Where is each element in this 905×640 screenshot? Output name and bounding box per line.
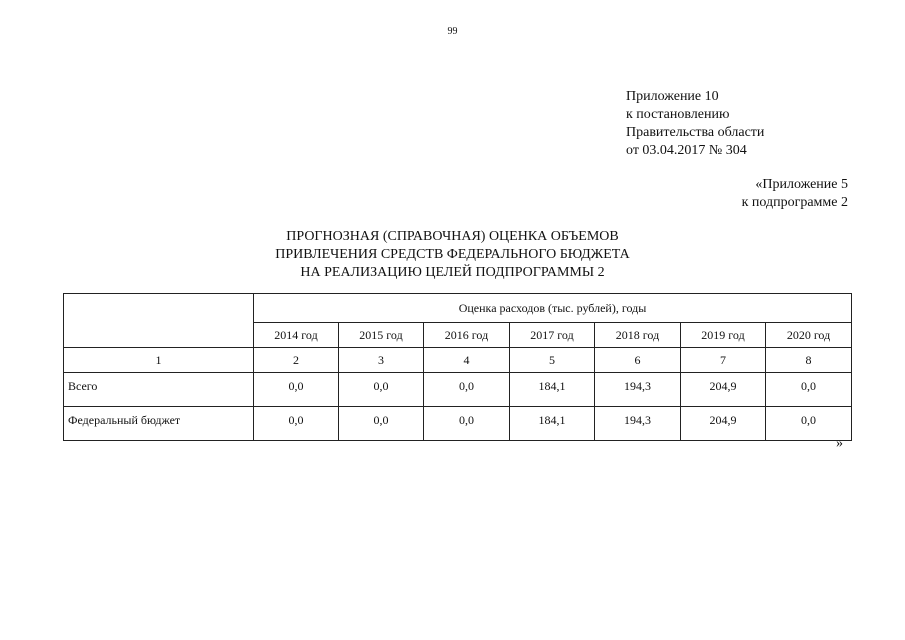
value-cell: 0,0: [424, 407, 510, 441]
title-line: НА РЕАЛИЗАЦИЮ ЦЕЛЕЙ ПОДПРОГРАММЫ 2: [300, 265, 605, 280]
value-cell: 184,1: [510, 373, 595, 407]
group-header-cell: Оценка расходов (тыс. рублей), годы: [254, 294, 852, 323]
table-row: [64, 373, 852, 407]
reference-line: к подпрограмме 2: [741, 195, 848, 210]
reference-line: «Приложение 5: [755, 177, 848, 192]
year-header-cell: 2017 год: [510, 323, 595, 348]
row-label-cell: Всего: [64, 373, 254, 407]
year-header-cell: 2014 год: [254, 323, 339, 348]
appendix-line: Приложение 10: [626, 89, 719, 104]
value-cell: 194,3: [595, 407, 681, 441]
year-header-cell: 2019 год: [681, 323, 766, 348]
appendix-line: к постановлению: [626, 107, 730, 122]
value-cell: 0,0: [339, 373, 424, 407]
value-cell: 0,0: [339, 407, 424, 441]
column-number-cell: 2: [254, 348, 339, 373]
year-header-cell: 2018 год: [595, 323, 681, 348]
appendix-line: от 03.04.2017 № 304: [626, 143, 747, 158]
column-numbers-row: [64, 348, 852, 373]
column-number-cell: 4: [424, 348, 510, 373]
column-number-cell: 5: [510, 348, 595, 373]
estimate-table: [63, 293, 852, 441]
value-cell: 0,0: [254, 407, 339, 441]
year-header-cell: 2015 год: [339, 323, 424, 348]
column-number-cell: 8: [766, 348, 852, 373]
value-cell: 204,9: [681, 373, 766, 407]
appendix-block: [626, 88, 764, 160]
title-line: ПРИВЛЕЧЕНИЯ СРЕДСТВ ФЕДЕРАЛЬНОГО БЮДЖЕТА: [275, 247, 630, 262]
value-cell: 0,0: [766, 407, 852, 441]
title-line: ПРОГНОЗНАЯ (СПРАВОЧНАЯ) ОЦЕНКА ОБЪЕМОВ: [286, 229, 619, 244]
column-number-cell: 7: [681, 348, 766, 373]
column-number-cell: 1: [64, 348, 254, 373]
row-label-cell: Федеральный бюджет: [64, 407, 254, 441]
year-header-cell: 2020 год: [766, 323, 852, 348]
closing-quote: »: [836, 436, 843, 451]
table-corner-cell: [64, 294, 254, 348]
appendix-line: Правительства области: [626, 125, 765, 140]
table-header-row: [64, 294, 852, 323]
column-number-cell: 3: [339, 348, 424, 373]
value-cell: 184,1: [510, 407, 595, 441]
value-cell: 0,0: [254, 373, 339, 407]
reference-block: [742, 176, 848, 212]
table-row: [64, 407, 852, 441]
value-cell: 194,3: [595, 373, 681, 407]
value-cell: 204,9: [681, 407, 766, 441]
year-header-cell: 2016 год: [424, 323, 510, 348]
column-number-cell: 6: [595, 348, 681, 373]
value-cell: 0,0: [424, 373, 510, 407]
value-cell: 0,0: [766, 373, 852, 407]
document-title: [200, 228, 705, 282]
page-number: 99: [447, 26, 458, 37]
